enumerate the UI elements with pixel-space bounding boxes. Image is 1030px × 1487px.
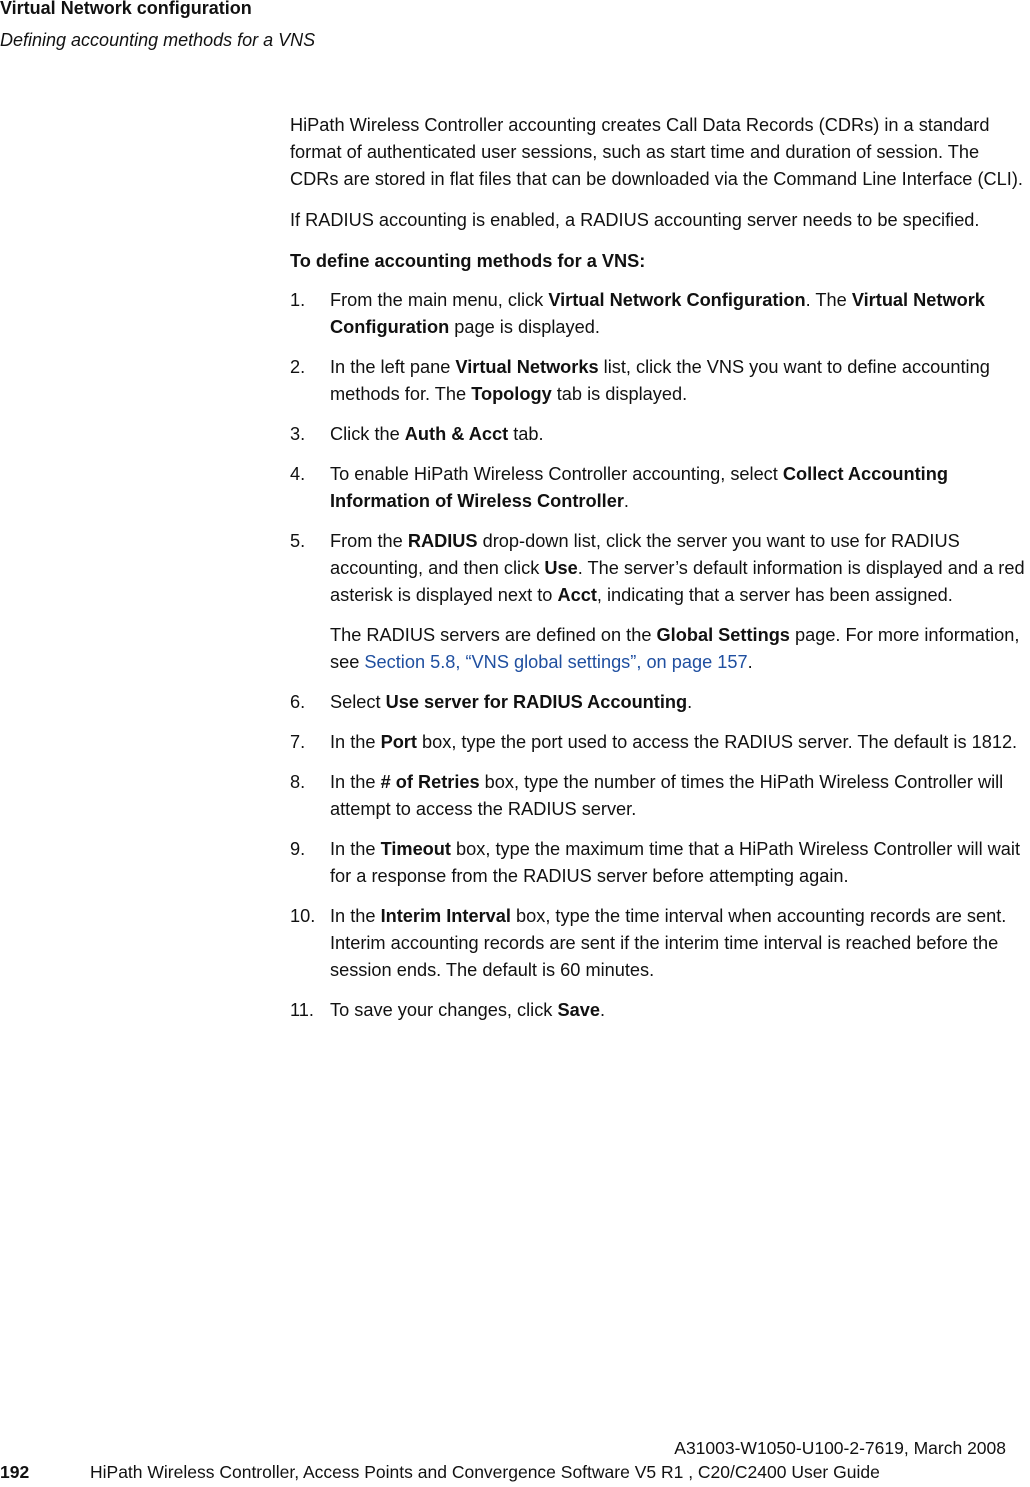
ui-term: Global Settings [656,625,790,645]
ui-term: Collect Accounting Information of Wireless Controller [330,464,948,511]
steps-list [290,287,1030,1024]
ui-term: Topology [471,384,552,404]
step-number: 8. [290,772,306,792]
step-text [330,354,1030,408]
page-number: 192 [0,1462,30,1482]
page-body [290,112,1030,1037]
ui-term: Use server for RADIUS Accounting [385,692,688,712]
step-item [290,836,1030,890]
step-text [330,729,1030,756]
step-item [290,769,1030,823]
step-number: 2. [290,357,306,377]
ui-term: Virtual Network Configuration [330,290,985,337]
step-item [290,421,1030,448]
step-text-run: In the [330,772,381,792]
step-number: 5. [290,531,306,551]
cross-reference-link[interactable]: Section 5.8, “VNS global settings”, on page 157 [364,652,748,672]
step-item [290,287,1030,341]
step-text [330,689,1030,716]
step-text-run: Select [330,692,386,712]
intro-paragraph: HiPath Wireless Controller accounting creates Call Data Records (CDRs) in a standard format of authenticated user sessions, such as start time and duration of session. The CDRs are stored in flat files that can be downloaded via the Command Line Interface (CLI). [290,115,1023,189]
intro-paragraph: If RADIUS accounting is enabled, a RADIUS accounting server needs to be specified. [290,210,980,230]
step-number: 9. [290,839,306,859]
step-text-run: box, type the maximum time that a HiPath Wireless Controller will wait for a response from the RADIUS server before attempting again. [330,839,1021,886]
step-text [330,769,1030,823]
step-number: 3. [290,424,306,444]
step-item [290,997,1030,1024]
step-text [330,528,1030,609]
ui-term: Acct [557,585,597,605]
step-item [290,528,1030,676]
ui-term: Save [557,1000,600,1020]
step-text [330,461,1030,515]
ui-term: RADIUS [407,531,478,551]
ui-term: Virtual Network Configuration [548,290,806,310]
ui-term: Port [380,732,417,752]
step-text-run: tab is displayed. [551,384,688,404]
step-text-run: To save your changes, click [330,1000,558,1020]
step-text-run: . The server’s default information is displayed and a red asterisk is displayed next to [330,558,1025,605]
note-text: The RADIUS servers are defined on the [330,625,657,645]
step-text-run: Click the [330,424,405,444]
footer-guide-title: HiPath Wireless Controller, Access Points and Convergence Software V5 R1 , C20/C2400 User Guide [90,1462,880,1482]
step-number: 4. [290,464,306,484]
procedure-heading: To define accounting methods for a VNS: [290,251,646,271]
step-text-run: . [623,491,629,511]
step-text [330,836,1030,890]
step-text-run: box, type the port used to access the RADIUS server. The default is 1812. [416,732,1018,752]
ui-term: Interim Interval [380,906,511,926]
step-text-run: In the left pane [330,357,456,377]
step-text-run: drop-down list, click the server you want to use for RADIUS accounting, and then click [330,531,960,578]
step-text-run: list, click the VNS you want to define accounting methods for. The [330,357,990,404]
running-header-subtitle: Defining accounting methods for a VNS [0,30,316,50]
step-number: 10. [290,906,316,926]
ui-term: Auth & Acct [404,424,509,444]
ui-term: Timeout [380,839,451,859]
note-text: page. For more information, see [330,625,1020,672]
step-item [290,461,1030,515]
step-text-run: In the [330,732,381,752]
step-item [290,689,1030,716]
step-number: 11. [290,1000,314,1020]
step-item [290,354,1030,408]
step-item [290,903,1030,984]
step-number: 6. [290,692,306,712]
step-text-run: box, type the time interval when accounting records are sent. Interim accounting records are sent if the interim time interval is reached before the session ends. The default is 60 minutes. [330,906,1007,980]
step-text-run: . The [805,290,852,310]
step-text-run: From the main menu, click [330,290,549,310]
ui-term: # of Retries [380,772,480,792]
step-text-run: . [599,1000,605,1020]
step-text-run: , indicating that a server has been assigned. [596,585,953,605]
step-text-run: From the [330,531,408,551]
step-text-run: page is displayed. [449,317,600,337]
note-text: . [747,652,753,672]
step-text [330,997,1030,1024]
step-text [330,287,1030,341]
step-text-run: tab. [508,424,544,444]
step-number: 1. [290,290,306,310]
step-item [290,729,1030,756]
step-note [330,622,1030,676]
step-text-run: In the [330,839,381,859]
step-text-run: . [687,692,693,712]
running-header-title: Virtual Network configuration [0,0,252,18]
ui-term: Virtual Networks [455,357,599,377]
step-text [330,421,1030,448]
step-text-run: box, type the number of times the HiPath Wireless Controller will attempt to access the RADIUS server. [330,772,1004,819]
step-text-run: In the [330,906,381,926]
step-text [330,903,1030,984]
step-number: 7. [290,732,306,752]
ui-term: Use [544,558,578,578]
footer-doc-ref: A31003-W1050-U100-2-7619, March 2008 [674,1438,1006,1458]
step-text-run: To enable HiPath Wireless Controller accounting, select [330,464,783,484]
